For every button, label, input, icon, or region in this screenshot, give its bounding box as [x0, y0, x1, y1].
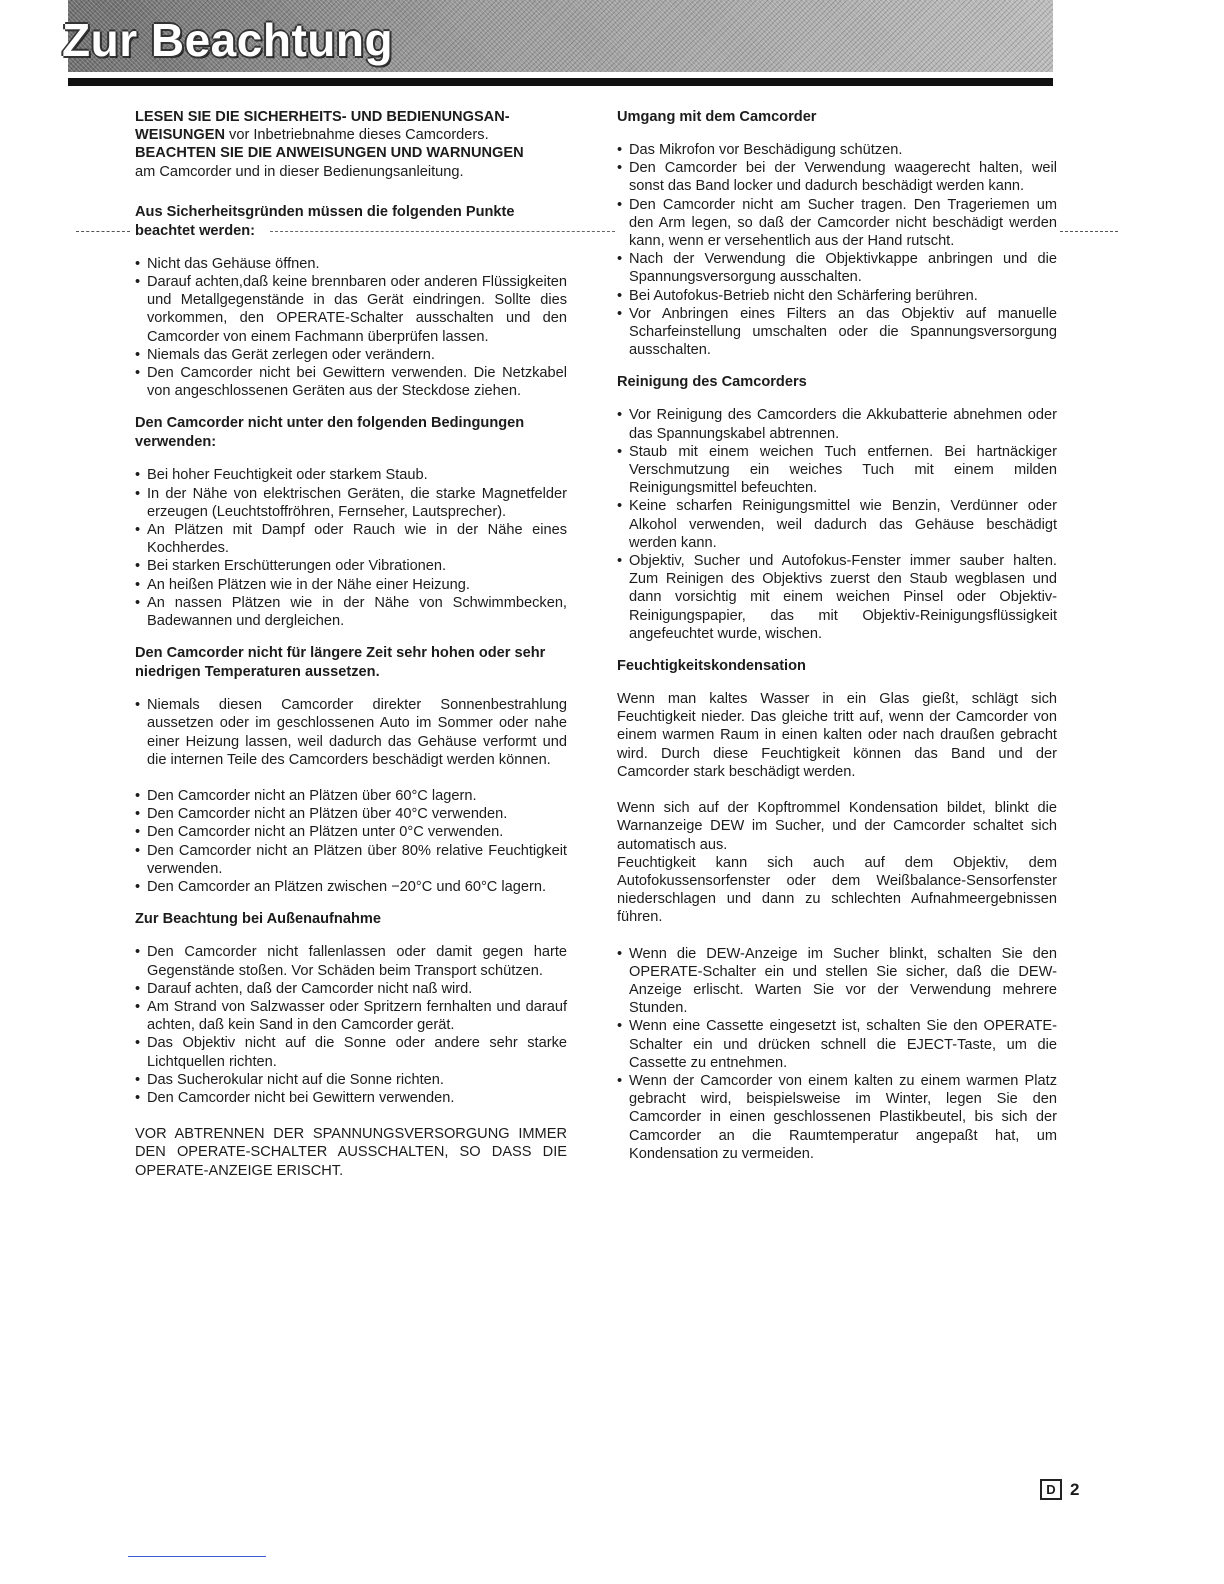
intro-paragraph — [135, 108, 567, 181]
temperature-heading: Den Camcorder nicht für längere Zeit sehr hohen oder sehr niedrigen Temperaturen aussetzen. — [135, 645, 546, 681]
page-number-value: 2 — [1070, 1479, 1080, 1499]
list-item: • Das Objektiv nicht auf die Sonne oder andere sehr starke Lichtquellen richten. — [135, 1034, 567, 1070]
cleaning-heading: Reinigung des Camcorders — [617, 374, 807, 391]
list-item: • Das Sucherokular nicht auf die Sonne richten. — [135, 1071, 567, 1089]
list-item: • Bei starken Erschütterungen oder Vibrationen. — [135, 557, 567, 575]
list-item: • Den Camcorder nicht bei Gewittern verwenden. Die Netzkabel von angeschlossenen Geräten aus der Steckdose ziehen. — [135, 364, 567, 400]
list-item: • Den Camcorder an Plätzen zwischen −20°C und 60°C lagern. — [135, 878, 567, 896]
language-badge: D — [1040, 1479, 1062, 1500]
safety-list — [135, 255, 567, 401]
list-item: • Wenn die DEW-Anzeige im Sucher blinkt, schalten Sie den OPERATE-Schalter ein und stellen Sie sicher, daß die DEW-Anzeige erlischt. Warten Sie vor der Verwendung mehrere Stunden. — [617, 945, 1057, 1018]
list-item: • Wenn der Camcorder von einem kalten zu einem warmen Platz gebracht wird, beispielsweise im Winter, legen Sie den Camcorder in einen geschlossenen Plastikbeutel, bis sich der Camcorder an die Raumtemperatur angepaßt hat, um Kondensation zu vermeiden. — [617, 1072, 1057, 1163]
margin-dash-left — [76, 231, 130, 232]
list-item: • Keine scharfen Reinigungsmittel wie Benzin, Verdünner oder Alkohol verwenden, weil dadurch das Gehäuse beschädigt werden kann. — [617, 497, 1057, 552]
list-item: • Darauf achten, daß der Camcorder nicht naß wird. — [135, 980, 567, 998]
list-item: • Nicht das Gehäuse öffnen. — [135, 255, 567, 273]
list-item: • An nassen Plätzen wie in der Nähe von Schwimmbecken, Badewannen und dergleichen. — [135, 594, 567, 630]
list-item: • Den Camcorder nicht an Plätzen über 80% relative Feuchtigkeit verwenden. — [135, 842, 567, 878]
list-item: • Niemals das Gerät zerlegen oder verändern. — [135, 346, 567, 364]
list-item: • Den Camcorder nicht an Plätzen unter 0°C verwenden. — [135, 823, 567, 841]
right-column — [617, 108, 1057, 1163]
list-item: • Den Camcorder bei der Verwendung waagerecht halten, weil sonst das Band locker und dadurch beschädigt werden kann. — [617, 159, 1057, 195]
list-item: • Niemals diesen Camcorder direkter Sonnenbestrahlung aussetzen oder im geschlossenen Auto im Sommer oder nahe einer Heizung lassen, weil dadurch das Gehäuse verformt und die internen Teile des Camcorders beschädigt werden können. — [135, 696, 567, 769]
temperature-list-b — [135, 787, 567, 896]
list-item: • Den Camcorder nicht fallenlassen oder damit gegen harte Gegenstände stoßen. Vor Schäden beim Transport schützen. — [135, 943, 567, 979]
condensation-paragraph-1: Wenn man kaltes Wasser in ein Glas gießt, schlägt sich Feuchtigkeit nieder. Das gleiche tritt auf, wenn der Camcorder von einem warmen Raum in einen kalten oder nach draußen gebracht wird. Durch diese Feuchtigkeit können das Band und der Camcorder stark beschädigt werden. — [617, 691, 1057, 780]
intro-bold-1: LESEN SIE DIE SICHERHEITS- UND BEDIENUNGSAN-WEISUNGEN — [135, 109, 510, 144]
intro-text-1: vor Inbetriebnahme dieses Camcorders. — [225, 127, 489, 144]
condensation-heading: Feuchtigkeitskondensation — [617, 658, 806, 675]
list-item: • Staub mit einem weichen Tuch entfernen. Bei hartnäckiger Verschmutzung ein weiches Tuch mit einem milden Reinigungsmittel befeuchten. — [617, 443, 1057, 498]
footer-underline — [128, 1556, 266, 1557]
handling-list — [617, 141, 1057, 359]
outdoor-list — [135, 943, 567, 1107]
list-item: • Bei Autofokus-Betrieb nicht den Schärfering berühren. — [617, 287, 1057, 305]
safety-heading: Aus Sicherheitsgründen müssen die folgenden Punkte beachtet werden: — [135, 203, 515, 239]
header-rule — [68, 78, 1053, 86]
list-item: • Darauf achten,daß keine brennbaren oder anderen Flüssigkeiten und Metallgegenstände in das Gerät eindringen. Sollte dies vorkommen, den OPERATE-Schalter ausschalten und den Camcorder von einem Fachmann überprüfen lassen. — [135, 273, 567, 346]
list-item: • Nach der Verwendung die Objektivkappe anbringen und die Spannungsversorgung ausschalten. — [617, 250, 1057, 286]
conditions-heading: Den Camcorder nicht unter den folgenden Bedingungen verwenden: — [135, 415, 525, 451]
list-item: • Den Camcorder nicht an Plätzen über 40°C verwenden. — [135, 805, 567, 823]
list-item: • An Plätzen mit Dampf oder Rauch wie in der Nähe eines Kochherdes. — [135, 521, 567, 557]
intro-bold-2: BEACHTEN SIE DIE ANWEISUNGEN UND WARNUNGEN — [135, 145, 524, 162]
list-item: • Vor Anbringen eines Filters an das Objektiv auf manuelle Scharfeinstellung umschalten oder die Spannungsversorgung ausschalten. — [617, 305, 1057, 360]
list-item: • Das Mikrofon vor Beschädigung schützen. — [617, 141, 1057, 159]
list-item: • In der Nähe von elektrischen Geräten, die starke Magnetfelder erzeugen (Leuchtstoffröhren, Fernseher, Lautsprecher). — [135, 485, 567, 521]
list-item: • Am Strand von Salzwasser oder Spritzern fernhalten und darauf achten, daß kein Sand in den Camcorder gerät. — [135, 998, 567, 1034]
condensation-paragraph-2: Wenn sich auf der Kopftrommel Kondensation bildet, blinkt die Warnanzeige DEW im Sucher, und der Camcorder schaltet sich automatisch aus. — [617, 800, 1057, 853]
conditions-list — [135, 466, 567, 630]
page-title: Zur Beachtung — [62, 14, 394, 66]
intro-text-2: am Camcorder und in dieser Bedienungsanleitung. — [135, 163, 464, 180]
final-warning: VOR ABTRENNEN DER SPANNUNGSVERSORGUNG IMMER DEN OPERATE-SCHALTER AUSSCHALTEN, SO DASS DIE OPERATE-ANZEIGE ERISCHT. — [135, 1126, 567, 1179]
list-item: • Wenn eine Cassette eingesetzt ist, schalten Sie den OPERATE-Schalter ein und drücken schnell die EJECT-Taste, um die Cassette zu entnehmen. — [617, 1017, 1057, 1072]
list-item: • Den Camcorder nicht bei Gewittern verwenden. — [135, 1089, 567, 1107]
condensation-paragraph-3: Feuchtigkeit kann sich auch auf dem Objektiv, dem Autofokussensorfenster oder dem Weißbalance-Sensorfenster niederschlagen und dann zu schlechten Aufnahmeergebnissen führen. — [617, 854, 1057, 926]
condensation-list — [617, 945, 1057, 1163]
handling-heading: Umgang mit dem Camcorder — [617, 109, 817, 125]
list-item: • An heißen Plätzen wie in der Nähe einer Heizung. — [135, 576, 567, 594]
outdoor-heading: Zur Beachtung bei Außenaufnahme — [135, 911, 381, 928]
cleaning-list — [617, 406, 1057, 643]
list-item: • Objektiv, Sucher und Autofokus-Fenster immer sauber halten. Zum Reinigen des Objektivs zuerst den Staub wegblasen und dann vorsichtig mit einem weichen Pinsel oder Objektiv-Reinigungspapier, das mit Objektiv-Reinigungsflüssigkeit angefeuchtet wurde, wischen. — [617, 552, 1057, 643]
list-item: • Bei hoher Feuchtigkeit oder starkem Staub. — [135, 466, 567, 484]
list-item: • Den Camcorder nicht am Sucher tragen. Den Trageriemen um den Arm legen, so daß der Camcorder nicht beschädigt werden kann, wenn er versehentlich aus der Hand rutscht. — [617, 196, 1057, 251]
left-column — [135, 108, 567, 1180]
margin-dash-right — [1060, 231, 1118, 232]
list-item: • Den Camcorder nicht an Plätzen über 60°C lagern. — [135, 787, 567, 805]
page-number — [1040, 1479, 1079, 1500]
temperature-list-a — [135, 696, 567, 769]
list-item: • Vor Reinigung des Camcorders die Akkubatterie abnehmen oder das Spannungskabel abtrennen. — [617, 406, 1057, 442]
